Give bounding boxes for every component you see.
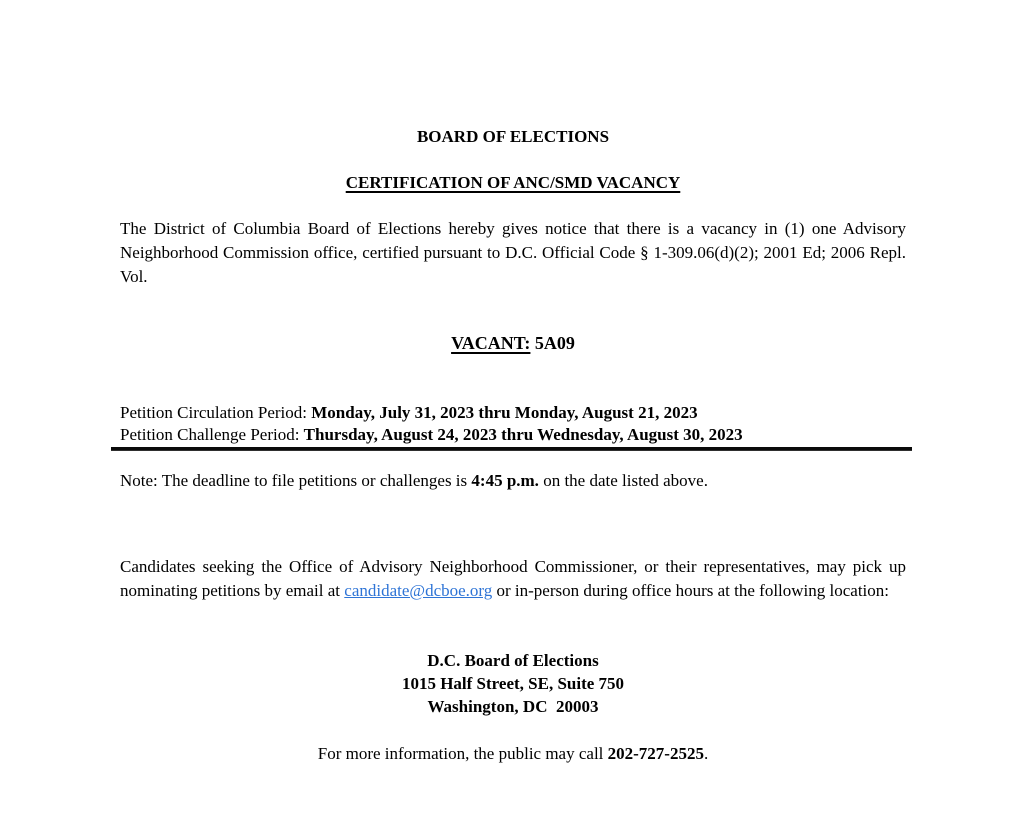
info-footer: [120, 742, 906, 766]
petition-circulation-dates: Monday, July 31, 2023 thru Monday, August 21, 2023: [311, 403, 698, 422]
phone-number: 202-727-2525: [607, 744, 704, 763]
deadline-note-before: Note: The deadline to file petitions or challenges is: [120, 471, 472, 490]
petition-circulation-line: [120, 402, 906, 424]
location-block: [120, 649, 906, 718]
deadline-note-after: on the date listed above.: [538, 471, 708, 490]
petition-challenge-label: Petition Challenge Period:: [120, 425, 304, 444]
deadline-time: 4:45 p.m.: [471, 471, 539, 490]
address-line-1: 1015 Half Street, SE, Suite 750: [401, 674, 625, 693]
footer-text-before: For more information, the public may call: [317, 744, 608, 763]
petition-challenge-dates: Thursday, August 24, 2023 thru Wednesday, August 30, 2023: [303, 425, 743, 444]
vacant-label: VACANT:: [451, 333, 531, 353]
divider-rule: [111, 447, 912, 451]
certification-title-text: CERTIFICATION OF ANC/SMD VACANCY: [345, 173, 681, 192]
deadline-note: [120, 469, 906, 493]
vacant-heading: [120, 331, 906, 356]
address-line-2: Washington, DC 20003: [427, 697, 599, 716]
notice-paragraph: The District of Columbia Board of Elections hereby gives notice that there is a vacancy in (1) one Advisory Neighborhood Commission office, certified pursuant to D.C. Official Code § 1-309.06(d)(2); 2001 Ed; 2006 Repl. Vol.: [120, 219, 906, 286]
certification-title: [120, 171, 906, 195]
petition-circulation-label: Petition Circulation Period:: [120, 403, 312, 422]
vacant-smd: 5A09: [534, 333, 575, 353]
document-content: [120, 0, 906, 766]
board-title: BOARD OF ELECTIONS: [416, 127, 610, 146]
candidates-text-before: Candidates seeking the Office of Advisory Neighborhood Commissioner, or their representatives, may pick up nominating petitions by email at: [120, 557, 906, 600]
candidates-paragraph: [120, 555, 906, 603]
petition-periods: [120, 402, 906, 446]
footer-text-after: .: [703, 744, 709, 763]
petition-challenge-line: [120, 424, 906, 446]
location-name: D.C. Board of Elections: [427, 651, 599, 670]
candidates-text-after: or in-person during office hours at the following location:: [492, 581, 890, 600]
email-link[interactable]: candidate@dcboe.org: [344, 581, 493, 600]
